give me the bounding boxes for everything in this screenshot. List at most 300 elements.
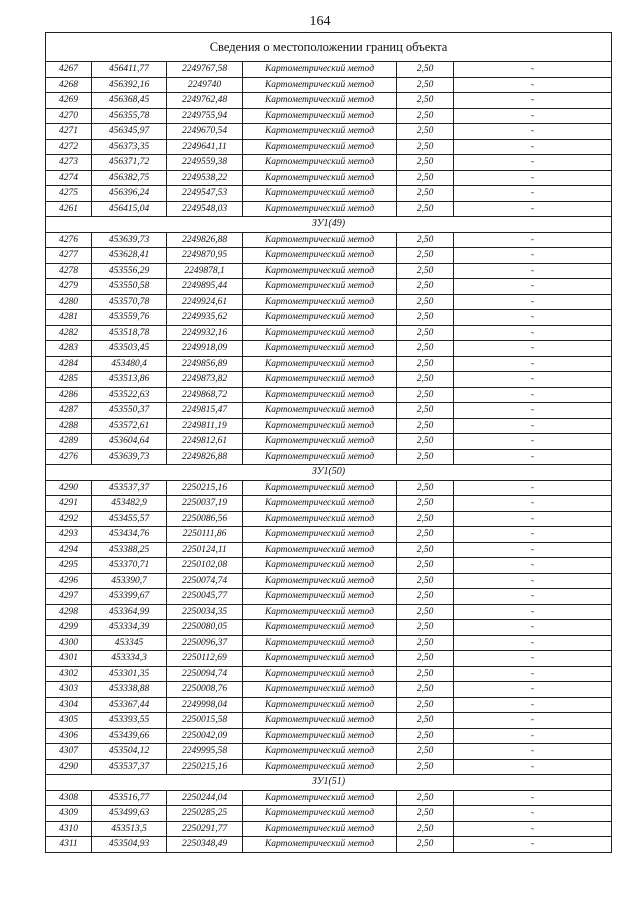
accuracy-cell: 2,50 xyxy=(397,248,454,264)
point-number-cell: 4308 xyxy=(46,790,92,806)
y-coordinate-cell: 2249998,04 xyxy=(167,697,243,713)
method-cell: Картометрический метод xyxy=(243,604,397,620)
accuracy-cell: 2,50 xyxy=(397,527,454,543)
point-number-cell: 4290 xyxy=(46,480,92,496)
table-row xyxy=(46,806,612,822)
table-row xyxy=(46,651,612,667)
note-cell: - xyxy=(454,108,612,124)
table-row xyxy=(46,279,612,295)
note-cell: - xyxy=(454,124,612,140)
accuracy-cell: 2,50 xyxy=(397,279,454,295)
table-row xyxy=(46,697,612,713)
table-row xyxy=(46,759,612,775)
table-row xyxy=(46,604,612,620)
point-number-cell: 4300 xyxy=(46,635,92,651)
point-number-cell: 4283 xyxy=(46,341,92,357)
note-cell: - xyxy=(454,542,612,558)
y-coordinate-cell: 2249856,89 xyxy=(167,356,243,372)
x-coordinate-cell: 453338,88 xyxy=(92,682,167,698)
accuracy-cell: 2,50 xyxy=(397,806,454,822)
note-cell: - xyxy=(454,744,612,760)
y-coordinate-cell: 2249559,38 xyxy=(167,155,243,171)
table-row xyxy=(46,790,612,806)
y-coordinate-cell: 2250008,76 xyxy=(167,682,243,698)
section-header-row xyxy=(46,217,612,233)
method-cell: Картометрический метод xyxy=(243,496,397,512)
x-coordinate-cell: 453393,55 xyxy=(92,713,167,729)
method-cell: Картометрический метод xyxy=(243,480,397,496)
table-row xyxy=(46,635,612,651)
table-row xyxy=(46,496,612,512)
x-coordinate-cell: 453513,5 xyxy=(92,821,167,837)
method-cell: Картометрический метод xyxy=(243,294,397,310)
point-number-cell: 4293 xyxy=(46,527,92,543)
x-coordinate-cell: 453639,73 xyxy=(92,232,167,248)
point-number-cell: 4295 xyxy=(46,558,92,574)
y-coordinate-cell: 2249811,19 xyxy=(167,418,243,434)
point-number-cell: 4290 xyxy=(46,759,92,775)
note-cell: - xyxy=(454,325,612,341)
x-coordinate-cell: 453388,25 xyxy=(92,542,167,558)
accuracy-cell: 2,50 xyxy=(397,837,454,853)
method-cell: Картометрический метод xyxy=(243,558,397,574)
accuracy-cell: 2,50 xyxy=(397,186,454,202)
x-coordinate-cell: 453345 xyxy=(92,635,167,651)
y-coordinate-cell: 2249918,09 xyxy=(167,341,243,357)
method-cell: Картометрический метод xyxy=(243,108,397,124)
y-coordinate-cell: 2249812,61 xyxy=(167,434,243,450)
boundary-table-sheet xyxy=(45,32,611,853)
y-coordinate-cell: 2250045,77 xyxy=(167,589,243,605)
note-cell: - xyxy=(454,279,612,295)
x-coordinate-cell: 453639,73 xyxy=(92,449,167,465)
method-cell: Картометрический метод xyxy=(243,713,397,729)
y-coordinate-cell: 2250074,74 xyxy=(167,573,243,589)
table-row xyxy=(46,155,612,171)
x-coordinate-cell: 453399,67 xyxy=(92,589,167,605)
point-number-cell: 4275 xyxy=(46,186,92,202)
method-cell: Картометрический метод xyxy=(243,186,397,202)
section-header-row xyxy=(46,775,612,791)
table-row xyxy=(46,139,612,155)
point-number-cell: 4271 xyxy=(46,124,92,140)
note-cell: - xyxy=(454,77,612,93)
accuracy-cell: 2,50 xyxy=(397,325,454,341)
point-number-cell: 4268 xyxy=(46,77,92,93)
y-coordinate-cell: 2249870,95 xyxy=(167,248,243,264)
point-number-cell: 4276 xyxy=(46,449,92,465)
note-cell: - xyxy=(454,248,612,264)
note-cell: - xyxy=(454,341,612,357)
accuracy-cell: 2,50 xyxy=(397,697,454,713)
x-coordinate-cell: 453522,63 xyxy=(92,387,167,403)
note-cell: - xyxy=(454,511,612,527)
table-row xyxy=(46,263,612,279)
accuracy-cell: 2,50 xyxy=(397,294,454,310)
note-cell: - xyxy=(454,480,612,496)
x-coordinate-cell: 453504,93 xyxy=(92,837,167,853)
table-row xyxy=(46,713,612,729)
y-coordinate-cell: 2249547,53 xyxy=(167,186,243,202)
section-label: ЗУ1(50) xyxy=(46,465,612,481)
y-coordinate-cell: 2250112,69 xyxy=(167,651,243,667)
x-coordinate-cell: 453572,61 xyxy=(92,418,167,434)
x-coordinate-cell: 453550,37 xyxy=(92,403,167,419)
point-number-cell: 4311 xyxy=(46,837,92,853)
x-coordinate-cell: 456382,75 xyxy=(92,170,167,186)
table-row xyxy=(46,821,612,837)
y-coordinate-cell: 2249762,48 xyxy=(167,93,243,109)
method-cell: Картометрический метод xyxy=(243,511,397,527)
y-coordinate-cell: 2249755,94 xyxy=(167,108,243,124)
table-row xyxy=(46,744,612,760)
note-cell: - xyxy=(454,449,612,465)
accuracy-cell: 2,50 xyxy=(397,387,454,403)
x-coordinate-cell: 456396,24 xyxy=(92,186,167,202)
table-row xyxy=(46,356,612,372)
y-coordinate-cell: 2250291,77 xyxy=(167,821,243,837)
note-cell: - xyxy=(454,263,612,279)
method-cell: Картометрический метод xyxy=(243,356,397,372)
point-number-cell: 4304 xyxy=(46,697,92,713)
method-cell: Картометрический метод xyxy=(243,527,397,543)
accuracy-cell: 2,50 xyxy=(397,480,454,496)
x-coordinate-cell: 453367,44 xyxy=(92,697,167,713)
y-coordinate-cell: 2249826,88 xyxy=(167,449,243,465)
point-number-cell: 4289 xyxy=(46,434,92,450)
y-coordinate-cell: 2249873,82 xyxy=(167,372,243,388)
x-coordinate-cell: 453390,7 xyxy=(92,573,167,589)
accuracy-cell: 2,50 xyxy=(397,170,454,186)
x-coordinate-cell: 456368,45 xyxy=(92,93,167,109)
point-number-cell: 4279 xyxy=(46,279,92,295)
point-number-cell: 4292 xyxy=(46,511,92,527)
method-cell: Картометрический метод xyxy=(243,341,397,357)
method-cell: Картометрический метод xyxy=(243,666,397,682)
method-cell: Картометрический метод xyxy=(243,155,397,171)
accuracy-cell: 2,50 xyxy=(397,62,454,78)
point-number-cell: 4286 xyxy=(46,387,92,403)
y-coordinate-cell: 2250037,19 xyxy=(167,496,243,512)
y-coordinate-cell: 2249868,72 xyxy=(167,387,243,403)
point-number-cell: 4270 xyxy=(46,108,92,124)
note-cell: - xyxy=(454,232,612,248)
point-number-cell: 4267 xyxy=(46,62,92,78)
table-title-row xyxy=(46,33,612,62)
accuracy-cell: 2,50 xyxy=(397,821,454,837)
point-number-cell: 4305 xyxy=(46,713,92,729)
y-coordinate-cell: 2249641,11 xyxy=(167,139,243,155)
method-cell: Картометрический метод xyxy=(243,682,397,698)
x-coordinate-cell: 453499,63 xyxy=(92,806,167,822)
point-number-cell: 4282 xyxy=(46,325,92,341)
table-row xyxy=(46,325,612,341)
x-coordinate-cell: 453482,9 xyxy=(92,496,167,512)
accuracy-cell: 2,50 xyxy=(397,682,454,698)
method-cell: Картометрический метод xyxy=(243,263,397,279)
method-cell: Картометрический метод xyxy=(243,279,397,295)
table-row xyxy=(46,728,612,744)
table-row xyxy=(46,310,612,326)
y-coordinate-cell: 2250244,04 xyxy=(167,790,243,806)
method-cell: Картометрический метод xyxy=(243,93,397,109)
point-number-cell: 4302 xyxy=(46,666,92,682)
x-coordinate-cell: 453628,41 xyxy=(92,248,167,264)
accuracy-cell: 2,50 xyxy=(397,124,454,140)
y-coordinate-cell: 2250102,08 xyxy=(167,558,243,574)
x-coordinate-cell: 453455,57 xyxy=(92,511,167,527)
table-row xyxy=(46,480,612,496)
note-cell: - xyxy=(454,759,612,775)
x-coordinate-cell: 453334,3 xyxy=(92,651,167,667)
table-row xyxy=(46,93,612,109)
point-number-cell: 4288 xyxy=(46,418,92,434)
point-number-cell: 4291 xyxy=(46,496,92,512)
note-cell: - xyxy=(454,837,612,853)
note-cell: - xyxy=(454,573,612,589)
note-cell: - xyxy=(454,139,612,155)
table-row xyxy=(46,201,612,217)
method-cell: Картометрический метод xyxy=(243,542,397,558)
method-cell: Картометрический метод xyxy=(243,325,397,341)
note-cell: - xyxy=(454,527,612,543)
method-cell: Картометрический метод xyxy=(243,806,397,822)
x-coordinate-cell: 453550,58 xyxy=(92,279,167,295)
table-row xyxy=(46,294,612,310)
table-row xyxy=(46,186,612,202)
method-cell: Картометрический метод xyxy=(243,697,397,713)
method-cell: Картометрический метод xyxy=(243,201,397,217)
point-number-cell: 4310 xyxy=(46,821,92,837)
accuracy-cell: 2,50 xyxy=(397,759,454,775)
note-cell: - xyxy=(454,821,612,837)
page-number: 164 xyxy=(309,14,331,29)
x-coordinate-cell: 453518,78 xyxy=(92,325,167,341)
note-cell: - xyxy=(454,403,612,419)
x-coordinate-cell: 453537,37 xyxy=(92,480,167,496)
point-number-cell: 4301 xyxy=(46,651,92,667)
method-cell: Картометрический метод xyxy=(243,139,397,155)
x-coordinate-cell: 453364,99 xyxy=(92,604,167,620)
accuracy-cell: 2,50 xyxy=(397,201,454,217)
table-row xyxy=(46,248,612,264)
accuracy-cell: 2,50 xyxy=(397,589,454,605)
table-row xyxy=(46,77,612,93)
note-cell: - xyxy=(454,93,612,109)
accuracy-cell: 2,50 xyxy=(397,310,454,326)
table-row xyxy=(46,682,612,698)
table-row xyxy=(46,124,612,140)
y-coordinate-cell: 2249826,88 xyxy=(167,232,243,248)
y-coordinate-cell: 2249670,54 xyxy=(167,124,243,140)
note-cell: - xyxy=(454,356,612,372)
y-coordinate-cell: 2249995,58 xyxy=(167,744,243,760)
table-row xyxy=(46,589,612,605)
x-coordinate-cell: 453334,39 xyxy=(92,620,167,636)
accuracy-cell: 2,50 xyxy=(397,651,454,667)
method-cell: Картометрический метод xyxy=(243,635,397,651)
x-coordinate-cell: 456411,77 xyxy=(92,62,167,78)
point-number-cell: 4285 xyxy=(46,372,92,388)
accuracy-cell: 2,50 xyxy=(397,93,454,109)
method-cell: Картометрический метод xyxy=(243,124,397,140)
x-coordinate-cell: 456371,72 xyxy=(92,155,167,171)
method-cell: Картометрический метод xyxy=(243,62,397,78)
accuracy-cell: 2,50 xyxy=(397,108,454,124)
table-row xyxy=(46,527,612,543)
accuracy-cell: 2,50 xyxy=(397,496,454,512)
accuracy-cell: 2,50 xyxy=(397,573,454,589)
note-cell: - xyxy=(454,728,612,744)
y-coordinate-cell: 2249924,61 xyxy=(167,294,243,310)
point-number-cell: 4299 xyxy=(46,620,92,636)
accuracy-cell: 2,50 xyxy=(397,418,454,434)
accuracy-cell: 2,50 xyxy=(397,341,454,357)
y-coordinate-cell: 2249767,58 xyxy=(167,62,243,78)
point-number-cell: 4303 xyxy=(46,682,92,698)
point-number-cell: 4296 xyxy=(46,573,92,589)
y-coordinate-cell: 2250094,74 xyxy=(167,666,243,682)
method-cell: Картометрический метод xyxy=(243,248,397,264)
note-cell: - xyxy=(454,186,612,202)
point-number-cell: 4298 xyxy=(46,604,92,620)
table-row xyxy=(46,511,612,527)
boundary-coordinates-table xyxy=(45,32,612,853)
point-number-cell: 4307 xyxy=(46,744,92,760)
y-coordinate-cell: 2250042,09 xyxy=(167,728,243,744)
accuracy-cell: 2,50 xyxy=(397,356,454,372)
method-cell: Картометрический метод xyxy=(243,170,397,186)
table-row xyxy=(46,232,612,248)
note-cell: - xyxy=(454,62,612,78)
y-coordinate-cell: 2250034,35 xyxy=(167,604,243,620)
y-coordinate-cell: 2250124,11 xyxy=(167,542,243,558)
method-cell: Картометрический метод xyxy=(243,372,397,388)
note-cell: - xyxy=(454,790,612,806)
x-coordinate-cell: 453570,78 xyxy=(92,294,167,310)
y-coordinate-cell: 2250215,16 xyxy=(167,759,243,775)
x-coordinate-cell: 453516,77 xyxy=(92,790,167,806)
method-cell: Картометрический метод xyxy=(243,418,397,434)
table-row xyxy=(46,62,612,78)
x-coordinate-cell: 453537,37 xyxy=(92,759,167,775)
accuracy-cell: 2,50 xyxy=(397,263,454,279)
table-row xyxy=(46,341,612,357)
table-row xyxy=(46,542,612,558)
x-coordinate-cell: 453503,45 xyxy=(92,341,167,357)
table-row xyxy=(46,170,612,186)
note-cell: - xyxy=(454,604,612,620)
table-row xyxy=(46,387,612,403)
accuracy-cell: 2,50 xyxy=(397,77,454,93)
method-cell: Картометрический метод xyxy=(243,837,397,853)
y-coordinate-cell: 2250015,58 xyxy=(167,713,243,729)
point-number-cell: 4272 xyxy=(46,139,92,155)
method-cell: Картометрический метод xyxy=(243,821,397,837)
x-coordinate-cell: 453556,29 xyxy=(92,263,167,279)
point-number-cell: 4274 xyxy=(46,170,92,186)
method-cell: Картометрический метод xyxy=(243,589,397,605)
method-cell: Картометрический метод xyxy=(243,759,397,775)
method-cell: Картометрический метод xyxy=(243,387,397,403)
x-coordinate-cell: 453480,4 xyxy=(92,356,167,372)
point-number-cell: 4306 xyxy=(46,728,92,744)
point-number-cell: 4278 xyxy=(46,263,92,279)
point-number-cell: 4297 xyxy=(46,589,92,605)
y-coordinate-cell: 2249932,16 xyxy=(167,325,243,341)
method-cell: Картометрический метод xyxy=(243,651,397,667)
accuracy-cell: 2,50 xyxy=(397,403,454,419)
note-cell: - xyxy=(454,713,612,729)
accuracy-cell: 2,50 xyxy=(397,155,454,171)
method-cell: Картометрический метод xyxy=(243,728,397,744)
section-label: ЗУ1(51) xyxy=(46,775,612,791)
y-coordinate-cell: 2250096,37 xyxy=(167,635,243,651)
method-cell: Картометрический метод xyxy=(243,403,397,419)
point-number-cell: 4287 xyxy=(46,403,92,419)
note-cell: - xyxy=(454,682,612,698)
method-cell: Картометрический метод xyxy=(243,620,397,636)
y-coordinate-cell: 2250285,25 xyxy=(167,806,243,822)
point-number-cell: 4309 xyxy=(46,806,92,822)
accuracy-cell: 2,50 xyxy=(397,449,454,465)
accuracy-cell: 2,50 xyxy=(397,604,454,620)
point-number-cell: 4277 xyxy=(46,248,92,264)
section-header-row xyxy=(46,465,612,481)
accuracy-cell: 2,50 xyxy=(397,744,454,760)
note-cell: - xyxy=(454,651,612,667)
y-coordinate-cell: 2249740 xyxy=(167,77,243,93)
table-row xyxy=(46,620,612,636)
accuracy-cell: 2,50 xyxy=(397,713,454,729)
x-coordinate-cell: 453504,12 xyxy=(92,744,167,760)
table-row xyxy=(46,418,612,434)
note-cell: - xyxy=(454,310,612,326)
accuracy-cell: 2,50 xyxy=(397,139,454,155)
table-row xyxy=(46,434,612,450)
table-row xyxy=(46,108,612,124)
note-cell: - xyxy=(454,620,612,636)
y-coordinate-cell: 2249935,62 xyxy=(167,310,243,326)
table-body xyxy=(46,33,612,853)
method-cell: Картометрический метод xyxy=(243,77,397,93)
y-coordinate-cell: 2249878,1 xyxy=(167,263,243,279)
table-row xyxy=(46,449,612,465)
x-coordinate-cell: 456355,78 xyxy=(92,108,167,124)
table-row xyxy=(46,666,612,682)
y-coordinate-cell: 2250215,16 xyxy=(167,480,243,496)
note-cell: - xyxy=(454,372,612,388)
table-row xyxy=(46,372,612,388)
note-cell: - xyxy=(454,666,612,682)
note-cell: - xyxy=(454,496,612,512)
y-coordinate-cell: 2250086,56 xyxy=(167,511,243,527)
note-cell: - xyxy=(454,558,612,574)
accuracy-cell: 2,50 xyxy=(397,558,454,574)
point-number-cell: 4284 xyxy=(46,356,92,372)
table-row xyxy=(46,573,612,589)
x-coordinate-cell: 456392,16 xyxy=(92,77,167,93)
method-cell: Картометрический метод xyxy=(243,434,397,450)
note-cell: - xyxy=(454,387,612,403)
note-cell: - xyxy=(454,697,612,713)
point-number-cell: 4294 xyxy=(46,542,92,558)
table-row xyxy=(46,837,612,853)
note-cell: - xyxy=(454,170,612,186)
note-cell: - xyxy=(454,418,612,434)
accuracy-cell: 2,50 xyxy=(397,790,454,806)
note-cell: - xyxy=(454,806,612,822)
